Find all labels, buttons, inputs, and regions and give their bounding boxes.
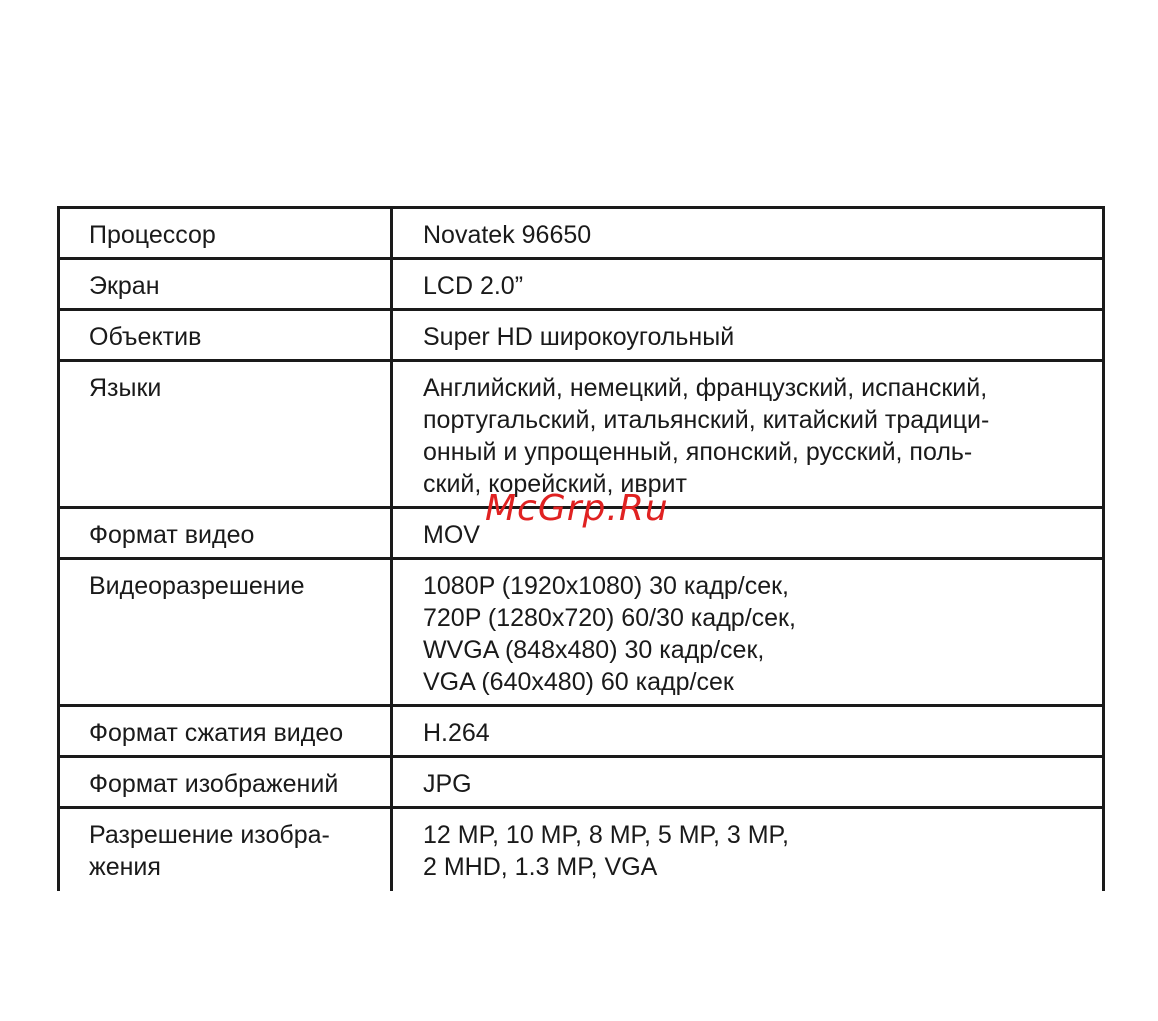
spec-label: Языки xyxy=(59,361,392,508)
spec-row-image-resolution xyxy=(59,808,1104,892)
spec-row-screen xyxy=(59,259,1104,310)
spec-row-lens xyxy=(59,310,1104,361)
spec-value: H.264 xyxy=(392,706,1104,757)
spec-row-languages xyxy=(59,361,1104,508)
spec-value: MOV xyxy=(392,508,1104,559)
watermark: McGrp.Ru xyxy=(485,488,669,529)
spec-row-video-compression xyxy=(59,706,1104,757)
spec-row-video-resolution xyxy=(59,559,1104,706)
spec-value: 1080P (1920x1080) 30 кадр/сек, 720P (1280x720) 60/30 кадр/сек, WVGA (848x480) 30 кадр/сек, VGA (640x480) 60 кадр/сек xyxy=(392,559,1104,706)
spec-label: Формат сжатия видео xyxy=(59,706,392,757)
spec-label: Видеоразрешение xyxy=(59,559,392,706)
spec-label: Процессор xyxy=(59,208,392,259)
spec-value: Английский, немецкий, французский, испанский, португальский, итальянский, китайский традици- онный и упрощенный, японский, русский, поль- ский, корейский, иврит xyxy=(392,361,1104,508)
spec-label: Объектив xyxy=(59,310,392,361)
spec-value: Super HD широкоугольный xyxy=(392,310,1104,361)
spec-table xyxy=(57,206,1105,891)
spec-label: Экран xyxy=(59,259,392,310)
spec-value: JPG xyxy=(392,757,1104,808)
spec-label: Разрешение изобра- жения xyxy=(59,808,392,892)
spec-row-image-format xyxy=(59,757,1104,808)
spec-label: Формат изображений xyxy=(59,757,392,808)
spec-label: Формат видео xyxy=(59,508,392,559)
spec-value: 12 MP, 10 MP, 8 MP, 5 MP, 3 MP, 2 MHD, 1.3 MP, VGA xyxy=(392,808,1104,892)
spec-row-processor xyxy=(59,208,1104,259)
spec-value: LCD 2.0” xyxy=(392,259,1104,310)
spec-value: Novatek 96650 xyxy=(392,208,1104,259)
